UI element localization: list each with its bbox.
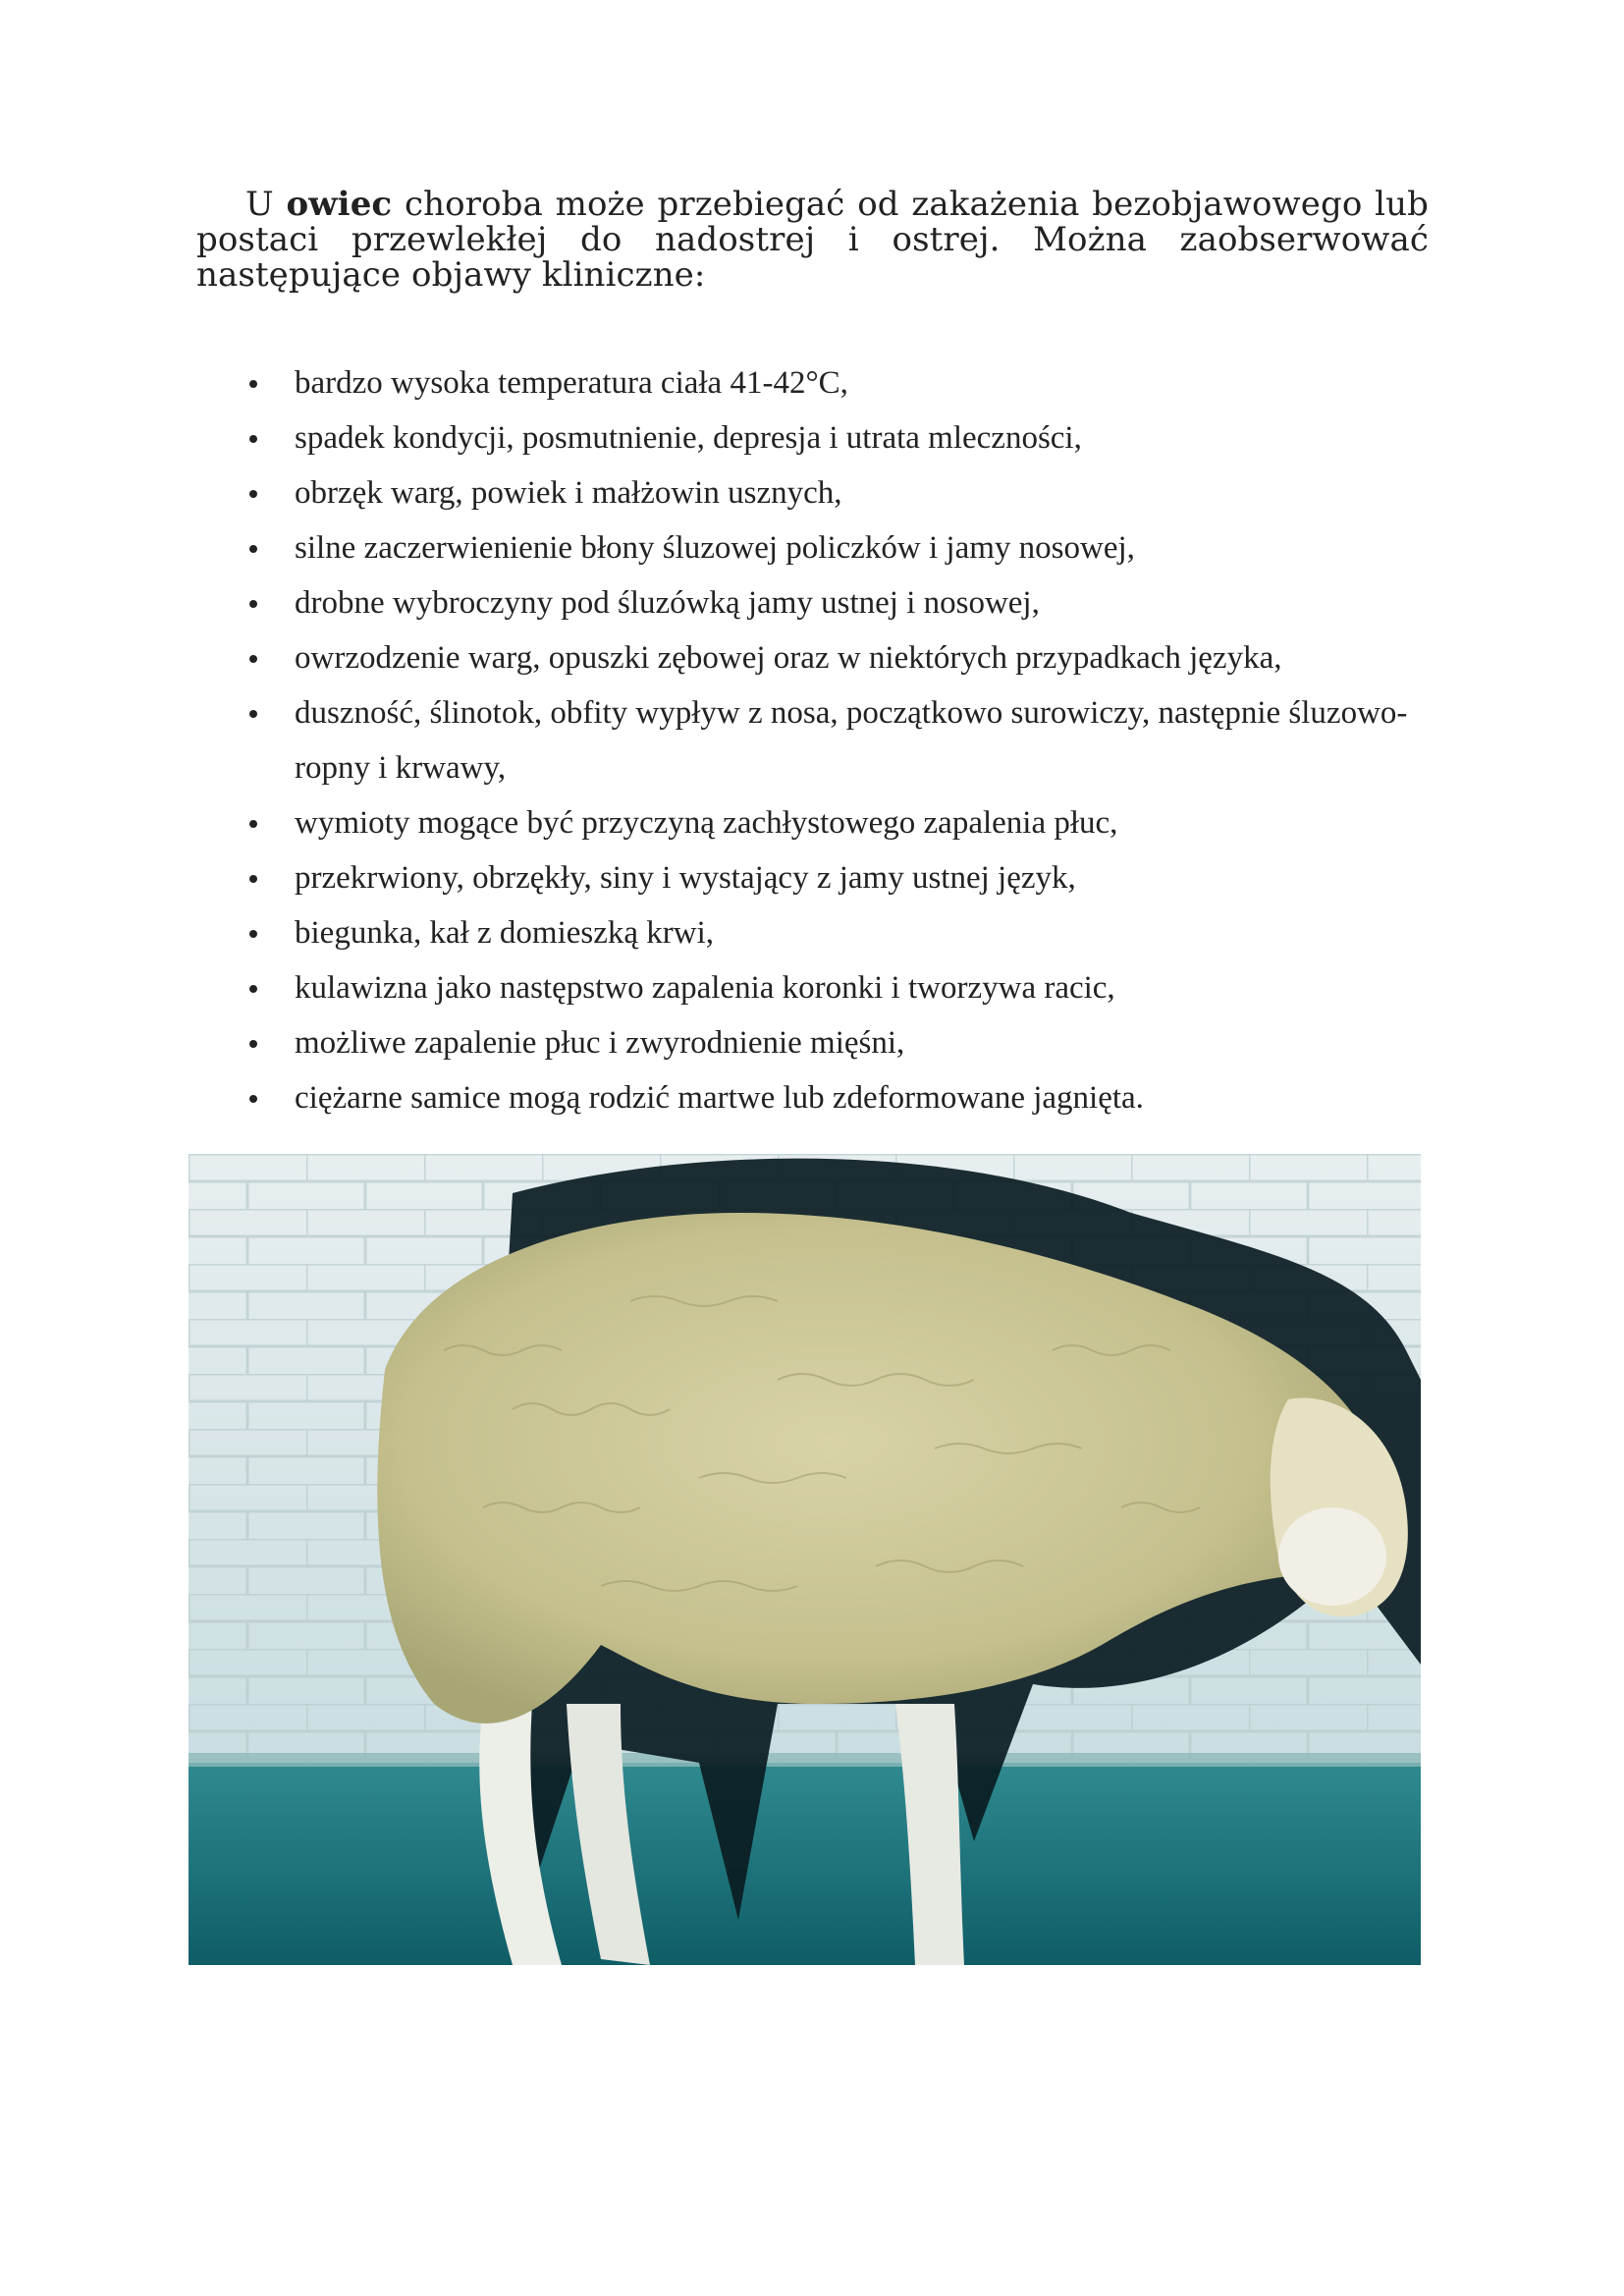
- symptom-item: silne zaczerwienienie błony śluzowej policzków i jamy nosowej,: [242, 520, 1439, 575]
- intro-prefix: U: [245, 185, 287, 224]
- symptom-item: możliwe zapalenie płuc i zwyrodnienie mięśni,: [242, 1015, 1439, 1070]
- symptom-item: przekrwiony, obrzękły, siny i wystający z jamy ustnej język,: [242, 850, 1439, 905]
- intro-paragraph: [196, 187, 1429, 293]
- symptom-item: owrzodzenie warg, opuszki zębowej oraz w niektórych przypadkach języka,: [242, 630, 1439, 685]
- symptom-item: ciężarne samice mogą rodzić martwe lub zdeformowane jagnięta.: [242, 1070, 1439, 1125]
- symptom-item: biegunka, kał z domieszką krwi,: [242, 905, 1439, 960]
- intro-emphasis: owiec: [286, 185, 393, 224]
- symptom-item: drobne wybroczyny pod śluzówką jamy ustnej i nosowej,: [242, 575, 1439, 630]
- symptom-item: duszność, ślinotok, obfity wypływ z nosa, początkowo surowiczy, następnie śluzowo-ropny i krwawy,: [242, 685, 1439, 795]
- sheep-muzzle: [1278, 1507, 1386, 1606]
- intro-text: choroba może przebiegać od zakażenia bezobjawowego lub postaci przewlekłej do nadostrej i ostrej. Można zaobserwować następujące objawy kliniczne:: [196, 185, 1429, 295]
- sheep-photo: [189, 1154, 1421, 1965]
- symptom-item: spadek kondycji, posmutnienie, depresja i utrata mleczności,: [242, 410, 1439, 465]
- symptom-item: kulawizna jako następstwo zapalenia koronki i tworzywa racic,: [242, 960, 1439, 1015]
- symptom-item: bardzo wysoka temperatura ciała 41-42°C,: [242, 355, 1439, 410]
- floor-background: [189, 1763, 1421, 1965]
- symptom-item: obrzęk warg, powiek i małżowin usznych,: [242, 465, 1439, 520]
- symptom-list: [242, 355, 1439, 1125]
- symptom-item: wymioty mogące być przyczyną zachłystowego zapalenia płuc,: [242, 795, 1439, 850]
